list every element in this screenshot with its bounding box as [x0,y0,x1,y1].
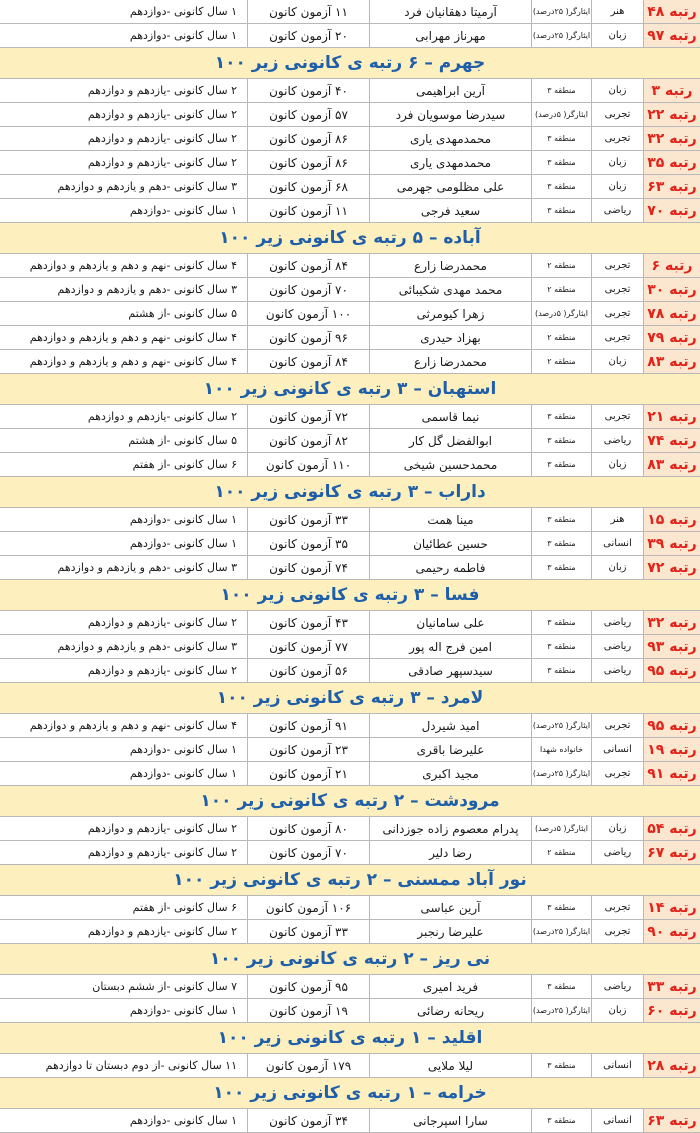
quota-cell: منطقه ۳ [531,1054,591,1077]
years-cell: ۲ سال کانونی -یازدهم و دوازدهم [87,156,237,169]
years-cell: ۲ سال کانونی -یازدهم و دوازدهم [87,822,237,835]
field-cell: ریاضی [591,841,643,864]
city-section-header: جهرم – ۶ رتبه ی کانونی زیر ۱۰۰ [0,48,700,79]
field-cell: هنر [591,508,643,531]
exam-count-cell: ۳۳ آزمون کانون [247,508,369,531]
years-cell: ۳ سال کانونی -دهم و یازدهم و دوازدهم [57,283,237,296]
field-cell: تجربی [591,762,643,785]
exam-count-cell: ۷۰ آزمون کانون [247,841,369,864]
years-cell: ۱ سال کانونی -دوازدهم [129,743,237,756]
field-cell: زبان [591,999,643,1022]
name-cell: محمدمهدی یاری [369,151,531,174]
quota-cell: ایثارگر( ۵درصد) [531,302,591,325]
field-cell: زبان [591,817,643,840]
name-cell: علیرضا رنجبر [369,920,531,943]
quota-cell: خانواده شهدا [531,738,591,761]
field-cell: زبان [591,556,643,579]
rank-cell: رتبه ۱۵ [643,508,700,531]
name-cell: علی سامانیان [369,611,531,634]
field-cell: زبان [591,453,643,476]
years-cell: ۴ سال کانونی -نهم و دهم و یازدهم و دوازدهم [29,259,237,272]
table-row [0,326,700,350]
table-row [0,103,700,127]
field-cell: تجربی [591,920,643,943]
rank-cell: رتبه ۹۰ [643,920,700,943]
rank-cell: رتبه ۳۹ [643,532,700,555]
table-row [0,508,700,532]
years-cell: ۲ سال کانونی -یازدهم و دوازدهم [87,84,237,97]
quota-cell: منطقه ۲ [531,278,591,301]
field-cell: تجربی [591,302,643,325]
quota-cell: منطقه ۳ [531,127,591,150]
name-cell: مهرناز مهرابی [369,24,531,47]
years-cell: ۵ سال کانونی -از هشتم [128,434,237,447]
rank-cell: رتبه ۶۳ [643,1109,700,1132]
name-cell: مجید اکبری [369,762,531,785]
table-row [0,817,700,841]
years-cell: ۱ سال کانونی -دوازدهم [129,5,237,18]
exam-count-cell: ۷۲ آزمون کانون [247,405,369,428]
quota-cell: منطقه ۲ [531,350,591,373]
name-cell: محمدحسین شیخی [369,453,531,476]
rank-cell: رتبه ۶۳ [643,175,700,198]
quota-cell: منطقه ۳ [531,896,591,919]
table-row [0,920,700,944]
table-row [0,611,700,635]
name-cell: محمد مهدی شکیبائی [369,278,531,301]
exam-count-cell: ۹۱ آزمون کانون [247,714,369,737]
quota-cell: ایثارگر( ۲۵درصد) [531,920,591,943]
quota-cell: منطقه ۳ [531,556,591,579]
table-row [0,302,700,326]
years-cell: ۲ سال کانونی -یازدهم و دوازدهم [87,410,237,423]
exam-count-cell: ۳۳ آزمون کانون [247,920,369,943]
exam-count-cell: ۱۰۶ آزمون کانون [247,896,369,919]
rank-cell: رتبه ۹۵ [643,659,700,682]
years-cell: ۱ سال کانونی -دوازدهم [129,204,237,217]
years-cell: ۴ سال کانونی -نهم و دهم و یازدهم و دوازدهم [29,355,237,368]
rank-cell: رتبه ۱۴ [643,896,700,919]
exam-count-cell: ۱۱۰ آزمون کانون [247,453,369,476]
quota-cell: منطقه ۳ [531,508,591,531]
field-cell: ریاضی [591,659,643,682]
name-cell: امید شیردل [369,714,531,737]
field-cell: تجربی [591,103,643,126]
name-cell: رضا دلیر [369,841,531,864]
rank-cell: رتبه ۷۹ [643,326,700,349]
quota-cell: منطقه ۳ [531,199,591,222]
field-cell: زبان [591,175,643,198]
rank-cell: رتبه ۶ [643,254,700,277]
years-cell: ۱ سال کانونی -دوازدهم [129,1114,237,1127]
table-row [0,79,700,103]
field-cell: زبان [591,350,643,373]
table-row [0,714,700,738]
rank-cell: رتبه ۲۸ [643,1054,700,1077]
city-section-header: داراب – ۳ رتبه ی کانونی زیر ۱۰۰ [0,477,700,508]
city-section-header: نور آباد ممسنی – ۲ رتبه ی کانونی زیر ۱۰۰ [0,865,700,896]
exam-count-cell: ۸۶ آزمون کانون [247,151,369,174]
name-cell: ریحانه رضائی [369,999,531,1022]
quota-cell: ایثارگر( ۲۵درصد) [531,714,591,737]
rank-cell: رتبه ۳۵ [643,151,700,174]
city-section-header: خرامه – ۱ رتبه ی کانونی زیر ۱۰۰ [0,1078,700,1109]
quota-cell: ایثارگر( ۲۵درصد) [531,0,591,23]
field-cell: انسانی [591,1109,643,1132]
exam-count-cell: ۸۰ آزمون کانون [247,817,369,840]
name-cell: آرین عباسی [369,896,531,919]
table-row [0,254,700,278]
name-cell: آرمیتا دهقانیان فرد [369,0,531,23]
rank-cell: رتبه ۳۳ [643,975,700,998]
rank-cell: رتبه ۲۲ [643,103,700,126]
field-cell: تجربی [591,896,643,919]
quota-cell: منطقه ۳ [531,1109,591,1132]
quota-cell: منطقه ۳ [531,151,591,174]
exam-count-cell: ۷۷ آزمون کانون [247,635,369,658]
name-cell: علیرضا باقری [369,738,531,761]
exam-count-cell: ۴۰ آزمون کانون [247,79,369,102]
exam-count-cell: ۷۰ آزمون کانون [247,278,369,301]
exam-count-cell: ۹۵ آزمون کانون [247,975,369,998]
table-row [0,896,700,920]
exam-count-cell: ۶۸ آزمون کانون [247,175,369,198]
quota-cell: منطقه ۲ [531,841,591,864]
name-cell: ابوالفضل گل کار [369,429,531,452]
field-cell: انسانی [591,532,643,555]
field-cell: ریاضی [591,611,643,634]
rank-cell: رتبه ۵۴ [643,817,700,840]
name-cell: محمدرضا زارع [369,254,531,277]
years-cell: ۳ سال کانونی -دهم و یازدهم و دوازدهم [57,640,237,653]
table-row [0,659,700,683]
exam-count-cell: ۱۱ آزمون کانون [247,0,369,23]
field-cell: تجربی [591,714,643,737]
table-row [0,405,700,429]
rank-cell: رتبه ۹۳ [643,635,700,658]
table-row [0,999,700,1023]
name-cell: فرید امیری [369,975,531,998]
table-row [0,151,700,175]
name-cell: زهرا کیومرثی [369,302,531,325]
quota-cell: منطقه ۳ [531,429,591,452]
rank-cell: رتبه ۱۹ [643,738,700,761]
field-cell: زبان [591,79,643,102]
name-cell: حسین عطائیان [369,532,531,555]
table-row [0,975,700,999]
rank-cell: رتبه ۶۰ [643,999,700,1022]
rank-cell: رتبه ۸۳ [643,453,700,476]
table-row [0,350,700,374]
quota-cell: منطقه ۳ [531,175,591,198]
years-cell: ۲ سال کانونی -یازدهم و دوازدهم [87,616,237,629]
city-section-header: نی ریز – ۲ رتبه ی کانونی زیر ۱۰۰ [0,944,700,975]
rank-cell: رتبه ۷۴ [643,429,700,452]
quota-cell: منطقه ۳ [531,453,591,476]
city-section-header: لامرد – ۳ رتبه ی کانونی زیر ۱۰۰ [0,683,700,714]
exam-count-cell: ۱۰۰ آزمون کانون [247,302,369,325]
exam-count-cell: ۱۹ آزمون کانون [247,999,369,1022]
exam-count-cell: ۱۱ آزمون کانون [247,199,369,222]
exam-count-cell: ۵۷ آزمون کانون [247,103,369,126]
name-cell: سعید فرجی [369,199,531,222]
years-cell: ۱ سال کانونی -دوازدهم [129,513,237,526]
exam-count-cell: ۸۲ آزمون کانون [247,429,369,452]
quota-cell: منطقه ۳ [531,79,591,102]
name-cell: بهزاد حیدری [369,326,531,349]
city-section-header: مرودشت – ۲ رتبه ی کانونی زیر ۱۰۰ [0,786,700,817]
quota-cell: منطقه ۳ [531,635,591,658]
rank-cell: رتبه ۲۱ [643,405,700,428]
table-row [0,24,700,48]
table-row [0,175,700,199]
table-row [0,556,700,580]
city-section-header: استهبان – ۳ رتبه ی کانونی زیر ۱۰۰ [0,374,700,405]
years-cell: ۶ سال کانونی -از هفتم [132,458,237,471]
years-cell: ۴ سال کانونی -نهم و دهم و یازدهم و دوازدهم [29,719,237,732]
years-cell: ۱ سال کانونی -دوازدهم [129,537,237,550]
quota-cell: ایثارگر( ۵درصد) [531,817,591,840]
field-cell: تجربی [591,254,643,277]
name-cell: علی مظلومی جهرمی [369,175,531,198]
field-cell: ریاضی [591,635,643,658]
rank-cell: رتبه ۴۸ [643,0,700,23]
rank-cell: رتبه ۷۸ [643,302,700,325]
quota-cell: ایثارگر( ۲۵درصد) [531,762,591,785]
exam-count-cell: ۲۳ آزمون کانون [247,738,369,761]
years-cell: ۶ سال کانونی -از هفتم [132,901,237,914]
rank-cell: رتبه ۳۲ [643,611,700,634]
years-cell: ۱۱ سال کانونی -از دوم دبستان تا دوازدهم [45,1059,237,1072]
years-cell: ۵ سال کانونی -از هشتم [128,307,237,320]
table-row [0,127,700,151]
exam-count-cell: ۳۵ آزمون کانون [247,532,369,555]
field-cell: زبان [591,151,643,174]
rank-cell: رتبه ۹۵ [643,714,700,737]
table-row [0,635,700,659]
years-cell: ۳ سال کانونی -دهم و یازدهم و دوازدهم [57,180,237,193]
years-cell: ۱ سال کانونی -دوازدهم [129,1004,237,1017]
city-section-header: آباده – ۵ رتبه ی کانونی زیر ۱۰۰ [0,223,700,254]
exam-count-cell: ۵۶ آزمون کانون [247,659,369,682]
quota-cell: منطقه ۲ [531,326,591,349]
table-row [0,841,700,865]
table-row [0,1109,700,1133]
rank-cell: رتبه ۶۷ [643,841,700,864]
exam-count-cell: ۴۳ آزمون کانون [247,611,369,634]
field-cell: انسانی [591,1054,643,1077]
exam-count-cell: ۱۷۹ آزمون کانون [247,1054,369,1077]
name-cell: سارا اسپرجانی [369,1109,531,1132]
years-cell: ۲ سال کانونی -یازدهم و دوازدهم [87,925,237,938]
years-cell: ۴ سال کانونی -نهم و دهم و یازدهم و دوازدهم [29,331,237,344]
exam-count-cell: ۳۴ آزمون کانون [247,1109,369,1132]
exam-count-cell: ۲۰ آزمون کانون [247,24,369,47]
name-cell: لیلا ملایی [369,1054,531,1077]
table-row [0,199,700,223]
city-section-header: اقلید – ۱ رتبه ی کانونی زیر ۱۰۰ [0,1023,700,1054]
quota-cell: ایثارگر( ۲۵درصد) [531,24,591,47]
table-row [0,0,700,24]
name-cell: محمدمهدی یاری [369,127,531,150]
field-cell: تجربی [591,127,643,150]
field-cell: زبان [591,24,643,47]
name-cell: پدرام معصوم زاده جوزدانی [369,817,531,840]
table-row [0,1054,700,1078]
exam-count-cell: ۸۶ آزمون کانون [247,127,369,150]
name-cell: فاطمه رحیمی [369,556,531,579]
name-cell: نیما قاسمی [369,405,531,428]
table-row [0,453,700,477]
name-cell: امین فرج اله پور [369,635,531,658]
years-cell: ۱ سال کانونی -دوازدهم [129,767,237,780]
rank-cell: رتبه ۷۲ [643,556,700,579]
years-cell: ۲ سال کانونی -یازدهم و دوازدهم [87,846,237,859]
field-cell: ریاضی [591,199,643,222]
name-cell: سیدسپهر صادقی [369,659,531,682]
field-cell: هنر [591,0,643,23]
rank-cell: رتبه ۹۱ [643,762,700,785]
name-cell: آرین ابراهیمی [369,79,531,102]
quota-cell: منطقه ۳ [531,975,591,998]
quota-cell: منطقه ۳ [531,659,591,682]
rank-cell: رتبه ۸۳ [643,350,700,373]
table-row [0,429,700,453]
quota-cell: ایثارگر( ۲۵درصد) [531,999,591,1022]
rank-cell: رتبه ۳۲ [643,127,700,150]
field-cell: ریاضی [591,429,643,452]
quota-cell: منطقه ۳ [531,405,591,428]
name-cell: سیدرضا موسویان فرد [369,103,531,126]
rank-cell: رتبه ۳۰ [643,278,700,301]
rank-cell: رتبه ۷۰ [643,199,700,222]
quota-cell: منطقه ۳ [531,532,591,555]
table-row [0,762,700,786]
exam-count-cell: ۲۱ آزمون کانون [247,762,369,785]
exam-count-cell: ۷۴ آزمون کانون [247,556,369,579]
name-cell: محمدرضا زارع [369,350,531,373]
years-cell: ۳ سال کانونی -دهم و یازدهم و دوازدهم [57,561,237,574]
exam-count-cell: ۹۶ آزمون کانون [247,326,369,349]
table-row [0,532,700,556]
years-cell: ۲ سال کانونی -یازدهم و دوازدهم [87,132,237,145]
quota-cell: منطقه ۲ [531,254,591,277]
exam-count-cell: ۸۴ آزمون کانون [247,350,369,373]
field-cell: تجربی [591,405,643,428]
years-cell: ۷ سال کانونی -از ششم دبستان [92,980,237,993]
exam-count-cell: ۸۴ آزمون کانون [247,254,369,277]
name-cell: مینا همت [369,508,531,531]
table-row [0,738,700,762]
city-section-header: فسا – ۳ رتبه ی کانونی زیر ۱۰۰ [0,580,700,611]
years-cell: ۲ سال کانونی -یازدهم و دوازدهم [87,664,237,677]
rank-cell: رتبه ۹۷ [643,24,700,47]
field-cell: انسانی [591,738,643,761]
years-cell: ۱ سال کانونی -دوازدهم [129,29,237,42]
field-cell: ریاضی [591,975,643,998]
rank-cell: رتبه ۳ [643,79,700,102]
field-cell: تجربی [591,278,643,301]
field-cell: تجربی [591,326,643,349]
quota-cell: ایثارگر( ۵درصد) [531,103,591,126]
years-cell: ۲ سال کانونی -یازدهم و دوازدهم [87,108,237,121]
quota-cell: منطقه ۳ [531,611,591,634]
table-row [0,278,700,302]
